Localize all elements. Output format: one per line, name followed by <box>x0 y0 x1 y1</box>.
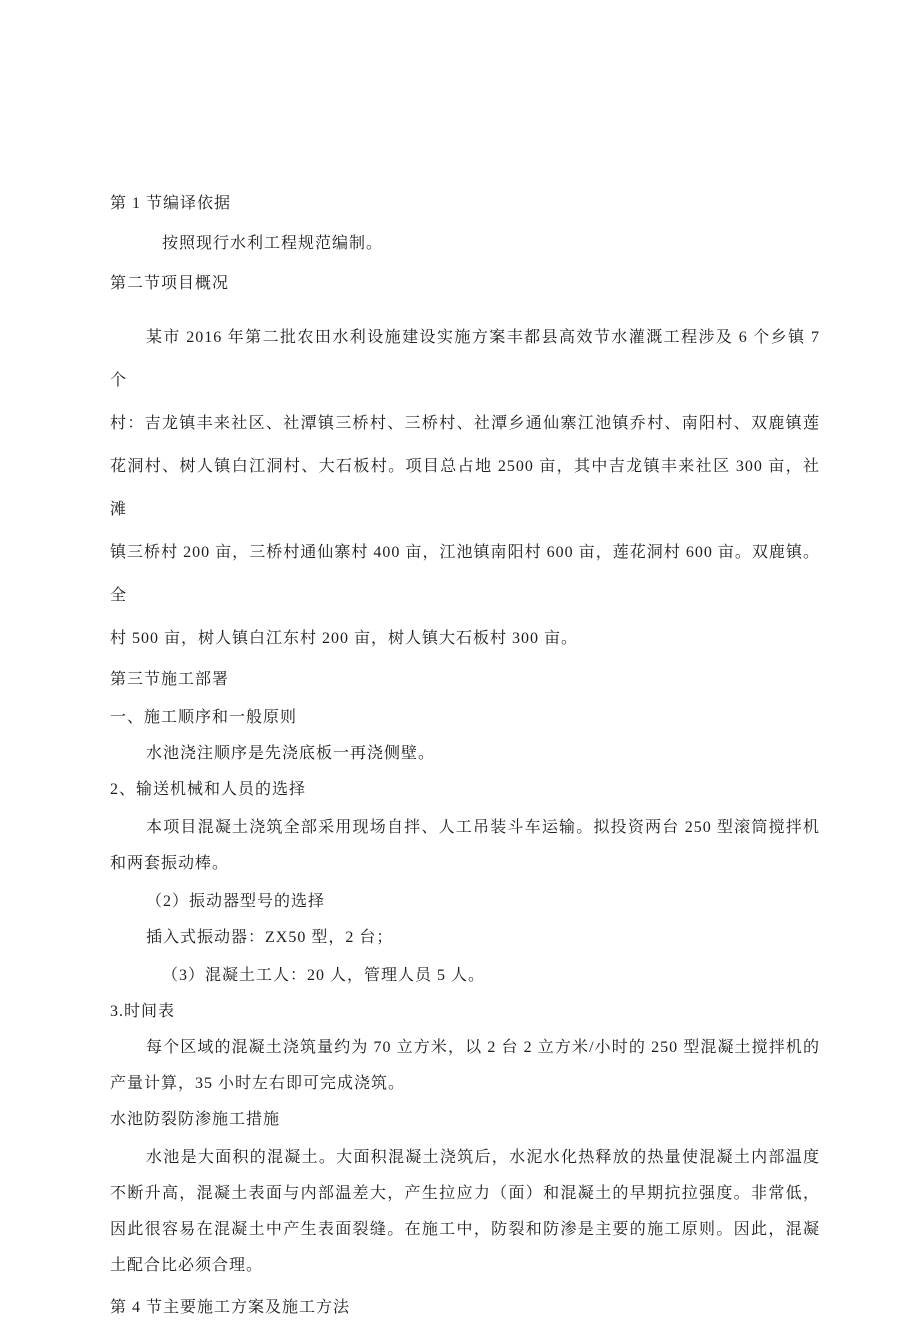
subsection-heading: 一、施工顺序和一般原则 <box>110 709 298 726</box>
section-heading-1: 第 1 节编译依据 <box>110 195 232 212</box>
body-line: 花洞村、树人镇白江洞村、大石板村。项目总占地 2500 亩，其中吉龙镇丰来社区 300 亩，社滩 <box>110 458 820 518</box>
body-line: 水池浇注顺序是先浇底板一再浇侧壁。 <box>146 745 436 762</box>
body-line: 不断升高，混凝土表面与内部温差大，产生拉应力（面）和混凝土的早期抗拉强度。非常低， <box>110 1185 820 1202</box>
subsection-heading: 水池防裂防渗施工措施 <box>110 1111 281 1128</box>
body-line: 水池是大面积的混凝土。大面积混凝土浇筑后，水泥水化热释放的热量使混凝土内部温度 <box>146 1149 820 1166</box>
body-line: 某市 2016 年第二批农田水利设施建设实施方案丰都县高效节水灌溉工程涉及 6 个乡镇 7 个 <box>110 329 820 389</box>
section-heading-3: 第三节施工部署 <box>110 671 230 688</box>
body-line: （2）振动器型号的选择 <box>146 893 326 910</box>
body-line: 本项目混凝土浇筑全部采用现场自拌、人工吊装斗车运输。拟投资两台 250 型滚筒搅拌机 <box>146 819 820 836</box>
body-line: 产量计算，35 小时左右即可完成浇筑。 <box>110 1075 406 1092</box>
body-line: 镇三桥村 200 亩，三桥村通仙寨村 400 亩，江池镇南阳村 600 亩，莲花洞村 600 亩。双鹿镇。全 <box>110 544 820 604</box>
body-line: 插入式振动器：ZX50 型，2 台； <box>146 929 394 946</box>
body-line: 每个区域的混凝土浇筑量约为 70 立方米，以 2 台 2 立方米/小时的 250 型混凝土搅拌机的 <box>146 1039 820 1056</box>
body-line: 村 500 亩，树人镇白江东村 200 亩，树人镇大石板村 300 亩。 <box>110 630 579 647</box>
body-line: 村：吉龙镇丰来社区、社潭镇三桥村、三桥村、社潭乡通仙寨江池镇乔村、南阳村、双鹿镇莲 <box>110 415 820 432</box>
subsection-heading: 3.时间表 <box>110 1003 176 1020</box>
body-line: 因此很容易在混凝土中产生表面裂缝。在施工中，防裂和防渗是主要的施工原则。因此，混凝 <box>110 1221 820 1238</box>
subsection-heading: 2、输送机械和人员的选择 <box>110 781 307 798</box>
body-line: （3）混凝土工人：20 人，管理人员 5 人。 <box>162 967 486 984</box>
body-line: 和两套振动棒。 <box>110 855 230 872</box>
body-line: 按照现行水利工程规范编制。 <box>162 235 384 252</box>
section-heading-4: 第 4 节主要施工方案及施工方法 <box>110 1299 351 1316</box>
body-line: 土配合比必须合理。 <box>110 1257 264 1274</box>
section-heading-2: 第二节项目概况 <box>110 275 230 292</box>
